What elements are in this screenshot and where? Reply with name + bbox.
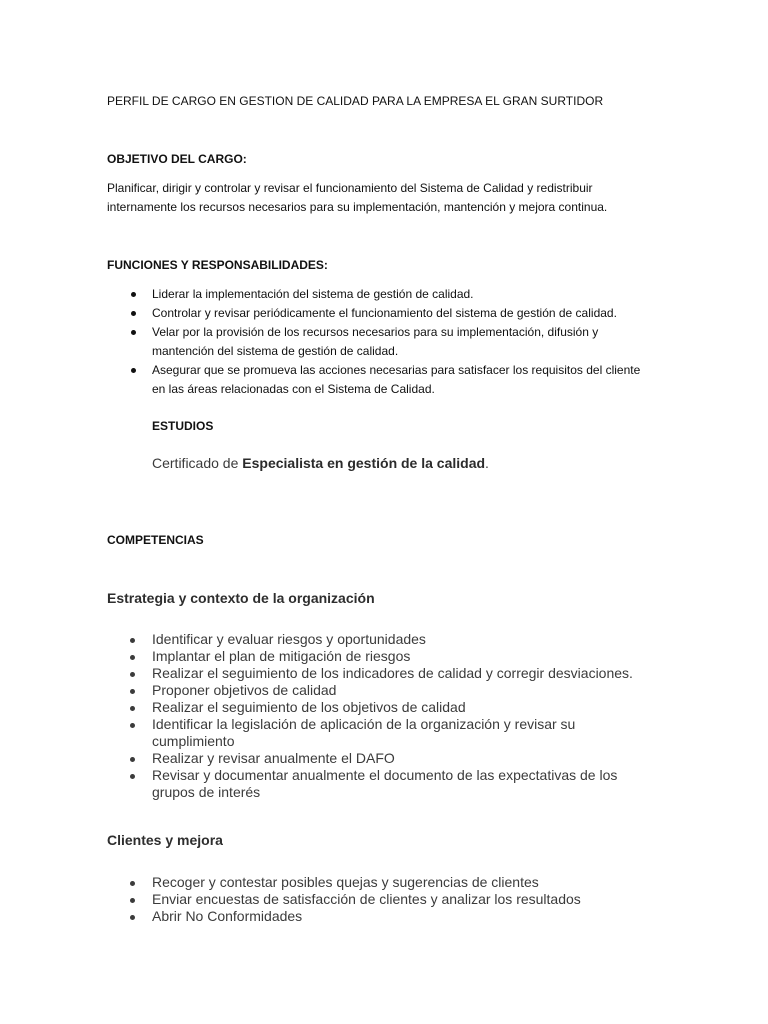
studies-suffix: . xyxy=(485,455,489,471)
strategy-item-6-line-2: cumplimiento xyxy=(152,733,235,749)
bullet-icon xyxy=(131,368,136,373)
objective-heading: OBJETIVO DEL CARGO: xyxy=(107,152,247,166)
bullet-icon xyxy=(130,774,135,779)
strategy-item-5: Realizar el seguimiento de los objetivos de calidad xyxy=(152,699,466,715)
clients-item-3: Abrir No Conformidades xyxy=(152,908,303,924)
strategy-item-3: Realizar el seguimiento de los indicadores de calidad y corregir desviaciones. xyxy=(152,665,633,681)
clients-item-1: Recoger y contestar posibles quejas y sugerencias de clientes xyxy=(152,874,539,890)
bullet-icon xyxy=(130,898,135,903)
bullet-icon xyxy=(130,881,135,886)
strategy-item-2: Implantar el plan de mitigación de riesgos xyxy=(152,648,411,664)
bullet-icon xyxy=(130,915,135,920)
function-item-3-line-2: mantención del sistema de gestión de calidad. xyxy=(152,344,399,358)
bullet-icon xyxy=(130,672,135,677)
function-item-3-line-1: Velar por la provisión de los recursos necesarios para su implementación, difusión y xyxy=(152,325,599,339)
strategy-item-8-line-1: Revisar y documentar anualmente el documento de las expectativas de los xyxy=(152,767,618,783)
strategy-item-7: Realizar y revisar anualmente el DAFO xyxy=(152,750,395,766)
studies-heading: ESTUDIOS xyxy=(152,419,214,433)
bullet-icon xyxy=(130,757,135,762)
bullet-icon xyxy=(131,330,136,335)
strategy-item-4: Proponer objetivos de calidad xyxy=(152,682,337,698)
studies-prefix: Certificado de xyxy=(152,455,243,471)
clients-item-2: Enviar encuestas de satisfacción de clientes y analizar los resultados xyxy=(152,891,581,907)
bullet-icon xyxy=(131,311,136,316)
studies-certificate xyxy=(152,455,489,472)
functions-heading: FUNCIONES Y RESPONSABILIDADES: xyxy=(107,258,328,272)
strategy-item-1: Identificar y evaluar riesgos y oportunidades xyxy=(152,631,426,647)
objective-line-1: Planificar, dirigir y controlar y revisar el funcionamiento del Sistema de Calidad y redistribuir xyxy=(107,181,593,195)
strategy-item-8-line-2: grupos de interés xyxy=(152,784,261,800)
competencies-heading: COMPETENCIAS xyxy=(107,533,204,547)
clients-heading: Clientes y mejora xyxy=(107,832,223,848)
bullet-icon xyxy=(130,655,135,660)
bullet-icon xyxy=(130,689,135,694)
document-title: PERFIL DE CARGO EN GESTION DE CALIDAD PARA LA EMPRESA EL GRAN SURTIDOR xyxy=(107,94,604,108)
function-item-1: Liderar la implementación del sistema de gestión de calidad. xyxy=(152,287,474,301)
bullet-icon xyxy=(130,638,135,643)
studies-emphasis: Especialista en gestión de la calidad xyxy=(242,455,486,471)
function-item-4-line-1: Asegurar que se promueva las acciones necesarias para satisfacer los requisitos del cliente xyxy=(152,363,641,377)
function-item-2: Controlar y revisar periódicamente el funcionamiento del sistema de gestión de calidad. xyxy=(152,306,617,320)
function-item-4-line-2: en las áreas relacionadas con el Sistema de Calidad. xyxy=(152,382,435,396)
bullet-icon xyxy=(131,292,136,297)
objective-line-2: internamente los recursos necesarios para su implementación, mantención y mejora continua. xyxy=(107,200,608,214)
bullet-icon xyxy=(130,706,135,711)
strategy-heading: Estrategia y contexto de la organización xyxy=(107,590,375,606)
bullet-icon xyxy=(130,723,135,728)
strategy-item-6-line-1: Identificar la legislación de aplicación de la organización y revisar su xyxy=(152,716,576,732)
